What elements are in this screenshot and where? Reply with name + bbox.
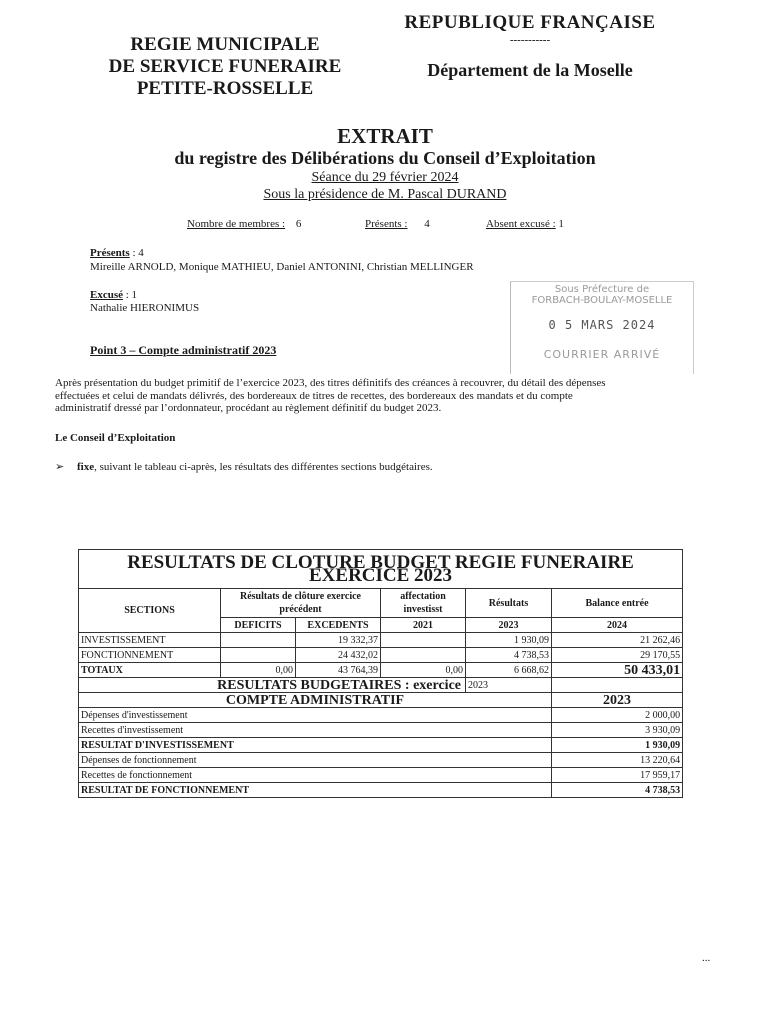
members-count — [187, 218, 301, 230]
ca-value: 1 930,09 — [552, 738, 683, 753]
table-row — [79, 768, 683, 783]
table-row — [79, 723, 683, 738]
row-section: INVESTISSEMENT — [79, 633, 221, 648]
row-excedents: 19 332,37 — [296, 633, 381, 648]
paragraph-line-1: Après présentation du budget primitif de l’exercice 2023, des titres définitifs des créances à recouvrer, du détail des dépenses — [55, 377, 606, 389]
budgetaires-year: 2023 — [466, 678, 552, 693]
row-resultats: 4 738,53 — [466, 648, 552, 663]
presents-count — [365, 218, 430, 230]
paragraph-line-3: administratif dressé par l’ordonnateur, procédant au règlement définitif du budget 2023. — [55, 402, 442, 414]
compte-year: 2023 — [552, 693, 683, 708]
table-title-row — [79, 550, 683, 589]
table-row — [79, 648, 683, 663]
presents-names: Mireille ARNOLD, Monique MATHIEU, Daniel ANTONINI, Christian MELLINGER — [90, 261, 474, 273]
row-deficits: 0,00 — [221, 663, 296, 678]
row-deficits — [221, 648, 296, 663]
fixe-line — [55, 460, 433, 473]
continuation-ellipsis: ... — [702, 952, 711, 964]
reception-stamp — [510, 281, 694, 374]
org-line-2: DE SERVICE FUNERAIRE — [108, 56, 342, 77]
row-affectation: 0,00 — [381, 663, 466, 678]
table-row — [79, 633, 683, 648]
bullet-arrow-icon: ➢ — [55, 461, 65, 473]
row-deficits — [221, 633, 296, 648]
excuse-names: Nathalie HIERONIMUS — [90, 302, 200, 314]
presents-count-label: Présents : — [365, 218, 408, 230]
absent-label: Absent excusé : — [486, 218, 556, 230]
row-excedents: 24 432,02 — [296, 648, 381, 663]
header-year-result: 2023 — [466, 618, 552, 633]
row-affectation — [381, 648, 466, 663]
header-cloture: Résultats de clôture exercice précédent — [221, 589, 381, 618]
fixe-text: , suivant le tableau ci-après, les résultats des différentes sections budgétaires. — [94, 461, 433, 473]
presents-count-value: 4 — [424, 218, 430, 230]
ca-value: 17 959,17 — [552, 768, 683, 783]
ca-value: 2 000,00 — [552, 708, 683, 723]
point-paragraph — [55, 377, 723, 415]
ca-value: 4 738,53 — [552, 783, 683, 798]
table-header-row-1 — [79, 589, 683, 618]
ca-label: Dépenses d'investissement — [79, 708, 552, 723]
ca-label: RESULTAT DE FONCTIONNEMENT — [79, 783, 552, 798]
presents-label: Présents — [90, 247, 130, 259]
row-balance: 29 170,55 — [552, 648, 683, 663]
header-deficits: DEFICITS — [221, 618, 296, 633]
stamp-line-4: COURRIER ARRIVÉ — [543, 348, 661, 361]
header-balance: Balance entrée — [552, 589, 683, 618]
stamp-date: 0 5 MARS 2024 — [548, 318, 656, 332]
presents-number: : 4 — [129, 247, 144, 259]
ca-value: 13 220,64 — [552, 753, 683, 768]
budgetaires-row — [79, 678, 683, 693]
org-line-1: REGIE MUNICIPALE — [130, 34, 320, 55]
members-label: Nombre de membres : — [187, 218, 286, 230]
budgetaires-label: RESULTATS BUDGETAIRES : exercice — [79, 678, 466, 693]
ca-value: 3 930,09 — [552, 723, 683, 738]
extrait-title: EXTRAIT — [337, 124, 433, 148]
row-resultats: 1 930,09 — [466, 633, 552, 648]
row-balance: 21 262,46 — [552, 633, 683, 648]
header-sections: SECTIONS — [79, 589, 221, 633]
registre-title: du registre des Délibérations du Conseil d’Exploitation — [174, 148, 596, 168]
presidence-line: Sous la présidence de M. Pascal DURAND — [263, 187, 507, 202]
header-separator: ----------- — [509, 34, 551, 46]
row-affectation — [381, 633, 466, 648]
results-table — [78, 549, 683, 798]
row-balance: 50 433,01 — [552, 663, 683, 678]
org-line-3: PETITE-ROSSELLE — [136, 78, 314, 99]
fixe-bold: fixe — [76, 461, 95, 473]
table-row — [79, 708, 683, 723]
row-excedents: 43 764,39 — [296, 663, 381, 678]
point-heading: Point 3 – Compte administratif 2023 — [90, 343, 277, 357]
excuse-heading — [90, 289, 137, 301]
budgetaires-empty — [552, 678, 683, 693]
absent-value: 1 — [558, 218, 564, 230]
excuse-number: : 1 — [123, 289, 138, 301]
header-resultats: Résultats — [466, 589, 552, 618]
header-year-affect: 2021 — [381, 618, 466, 633]
organisation-name — [60, 34, 390, 100]
stamp-line-2: FORBACH-BOULAY-MOSELLE — [531, 295, 673, 306]
header-affectation: affectation investisst — [381, 589, 466, 618]
table-row — [79, 783, 683, 798]
ca-label: Recettes d'investissement — [79, 723, 552, 738]
ca-label: RESULTAT D'INVESTISSEMENT — [79, 738, 552, 753]
department-name: Département de la Moselle — [427, 60, 633, 80]
header-year-balance: 2024 — [552, 618, 683, 633]
presents-heading — [90, 247, 144, 259]
paragraph-line-2: effectuées et celui de mandats délivrés, des bordereaux de titres de recettes, des bordereaux des mandats et du compte — [55, 389, 573, 402]
row-resultats: 6 668,62 — [466, 663, 552, 678]
stamp-line-1: Sous Préfecture de — [554, 284, 650, 295]
conseil-heading: Le Conseil d’Exploitation — [55, 432, 176, 444]
table-row — [79, 753, 683, 768]
compte-row — [79, 693, 683, 708]
excuse-label: Excusé — [90, 289, 123, 301]
absent-count — [486, 218, 564, 230]
seance-date: Séance du 29 février 2024 — [311, 170, 459, 185]
ca-label: Recettes de fonctionnement — [79, 768, 552, 783]
header-excedents: EXCEDENTS — [296, 618, 381, 633]
members-value: 6 — [295, 218, 302, 230]
table-row — [79, 738, 683, 753]
table-title: RESULTATS DE CLOTURE BUDGET REGIE FUNERAIRE EXERCICE 2023 — [79, 550, 683, 589]
ca-label: Dépenses de fonctionnement — [79, 753, 552, 768]
table-row-totaux — [79, 663, 683, 678]
republic-title: REPUBLIQUE FRANÇAISE — [404, 12, 656, 33]
row-section: FONCTIONNEMENT — [79, 648, 221, 663]
row-section: TOTAUX — [79, 663, 221, 678]
compte-label: COMPTE ADMINISTRATIF — [79, 693, 552, 708]
republic-header — [385, 12, 675, 81]
